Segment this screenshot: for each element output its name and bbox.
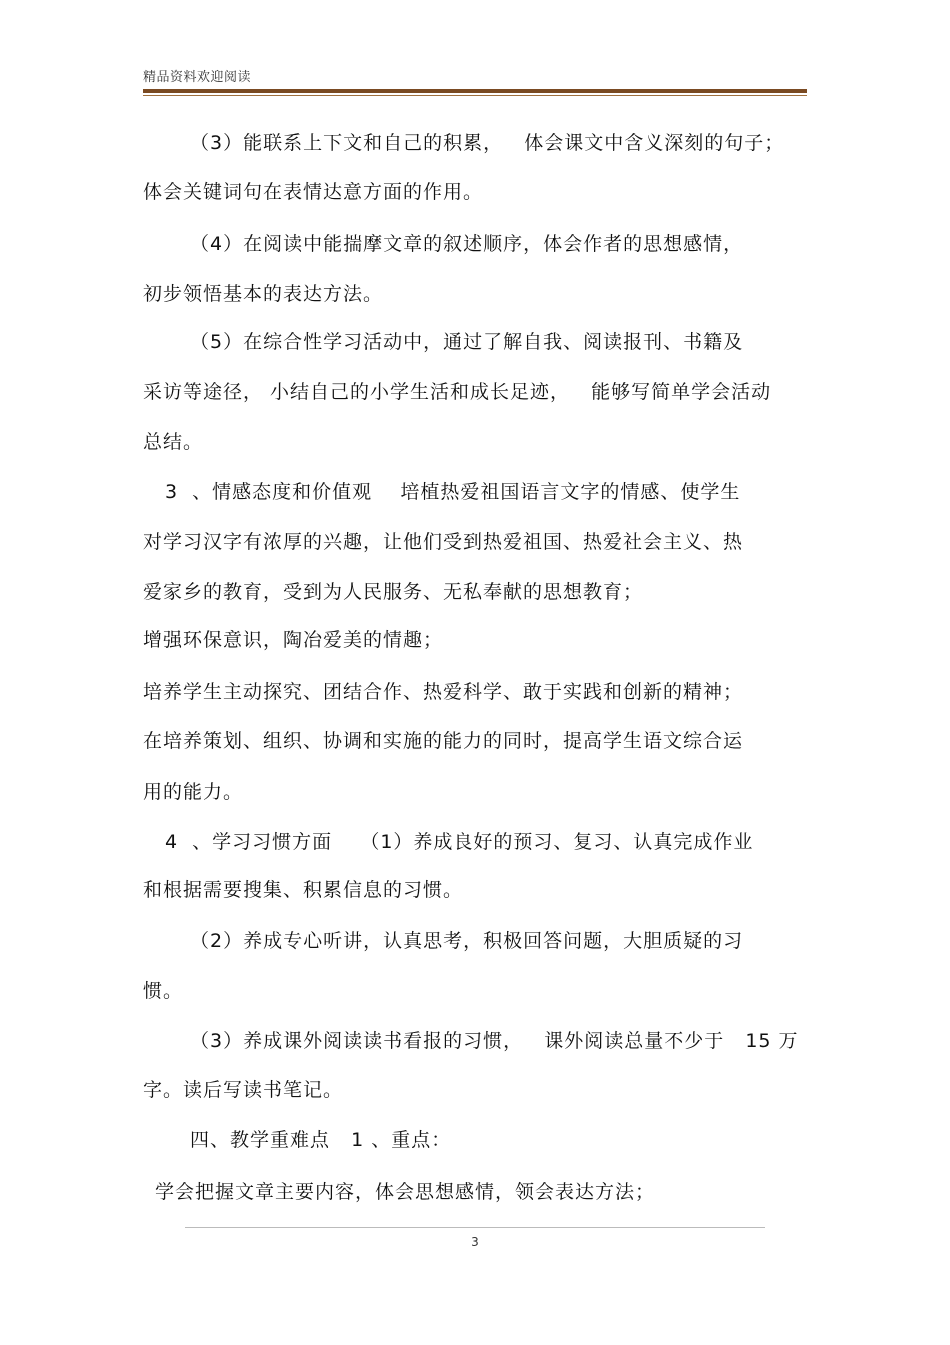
body-line: 培养学生主动探究、团结合作、热爱科学、敢于实践和创新的精神； <box>143 681 744 703</box>
body-line: 惯。 <box>143 980 184 1002</box>
body-line: （5）在综合性学习活动中，通过了解自我、阅读报刊、书籍及 <box>190 331 744 353</box>
body-line: 采访等途径， 小结自己的小学生活和成长足迹， 能够写简单学会活动 <box>143 381 772 403</box>
body-line: 4 、学习习惯方面 （1）养成良好的预习、复习、认真完成作业 <box>165 831 754 853</box>
body-line: 字。读后写读书笔记。 <box>143 1079 344 1101</box>
body-line: （4）在阅读中能揣摩文章的叙述顺序，体会作者的思想感情， <box>190 233 744 255</box>
body-line: 和根据需要搜集、积累信息的习惯。 <box>143 879 464 901</box>
body-line: 体会关键词句在表情达意方面的作用。 <box>143 181 484 203</box>
body-line: （3）能联系上下文和自己的积累， 体会课文中含义深刻的句子； <box>190 132 785 154</box>
body-line: 在培养策划、组织、协调和实施的能力的同时，提高学生语文综合运 <box>143 730 744 752</box>
body-line: 总结。 <box>143 431 204 453</box>
body-line: 初步领悟基本的表达方法。 <box>143 283 384 305</box>
body-line: 用的能力。 <box>143 781 244 803</box>
body-line: （3）养成课外阅读读书看报的习惯， 课外阅读总量不少于 15 万 <box>190 1030 799 1052</box>
body-line: 四、教学重难点 1 、重点： <box>190 1129 452 1151</box>
body-line: 增强环保意识，陶冶爱美的情趣； <box>143 629 444 651</box>
running-header: 精品资料欢迎阅读 <box>143 70 252 85</box>
page-number: 3 <box>471 1235 479 1249</box>
body-line: 3 、情感态度和价值观 培植热爱祖国语言文字的情感、使学生 <box>165 481 741 503</box>
body-line: 对学习汉字有浓厚的兴趣，让他们受到热爱祖国、热爱社会主义、热 <box>143 531 744 553</box>
body-line: 学会把握文章主要内容，体会思想感情，领会表达方法； <box>155 1181 656 1203</box>
body-line: （2）养成专心听讲，认真思考，积极回答问题，大胆质疑的习 <box>190 930 744 952</box>
footer-rule <box>185 1227 765 1228</box>
body-line: 爱家乡的教育，受到为人民服务、无私奉献的思想教育； <box>143 581 644 603</box>
header-rule-thin <box>143 95 807 96</box>
header-rule <box>143 89 807 93</box>
